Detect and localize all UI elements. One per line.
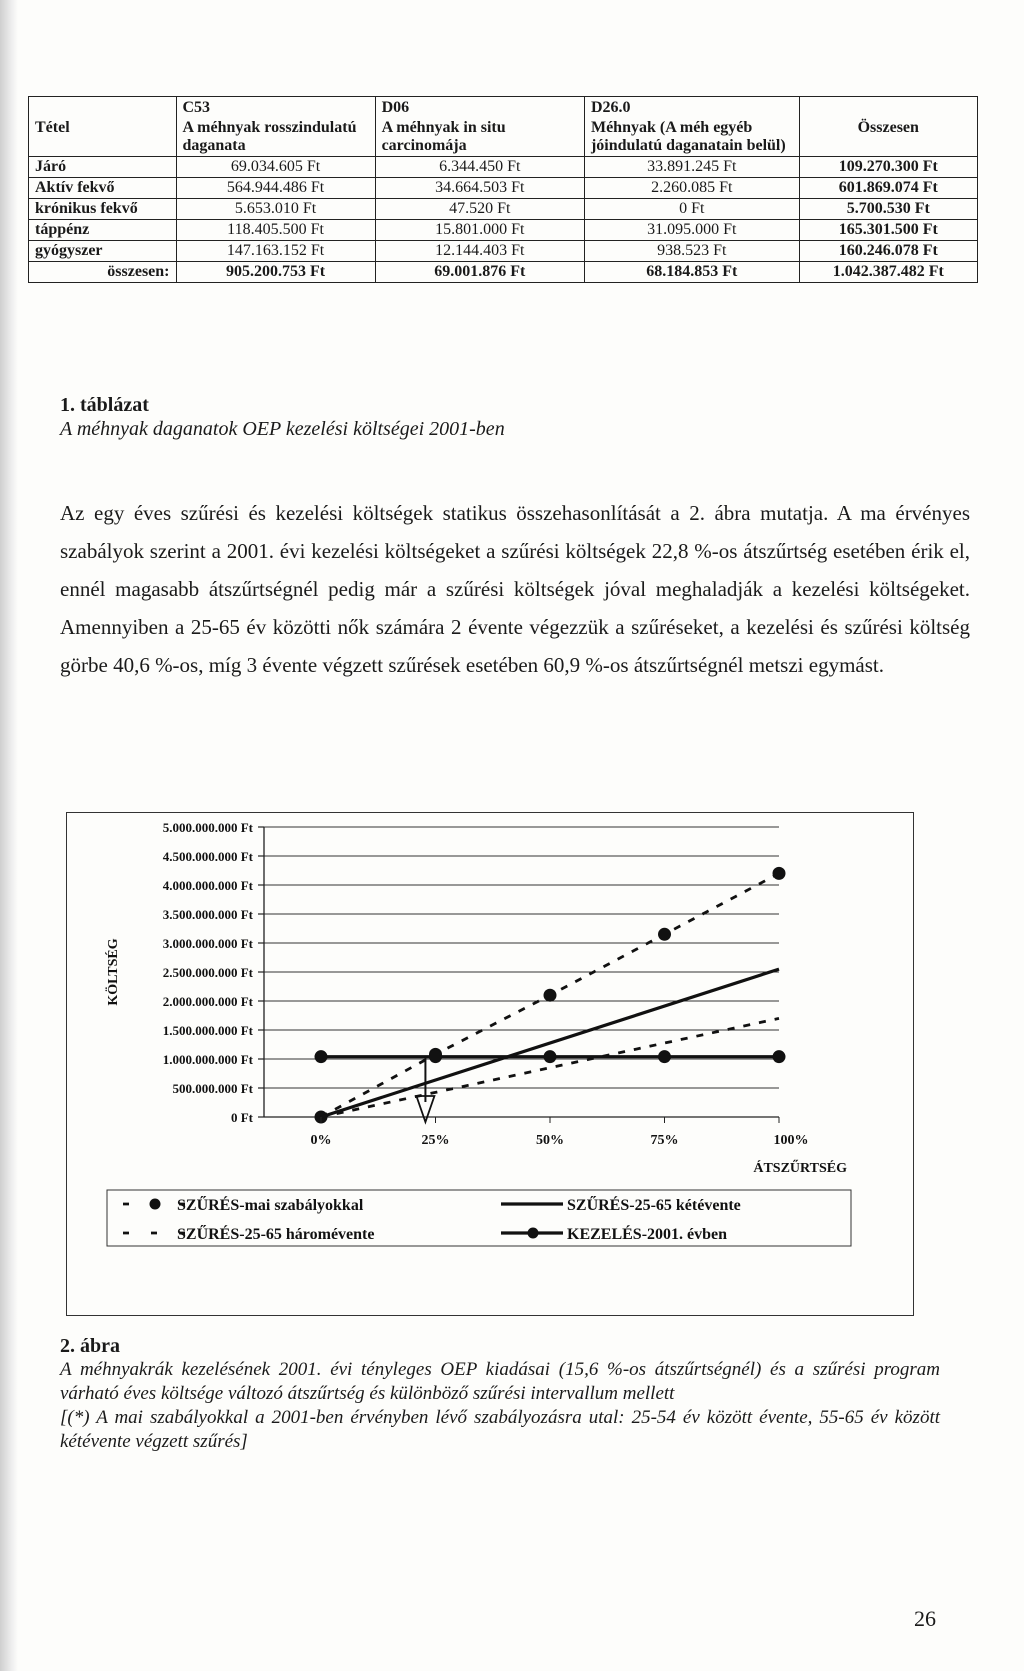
series-point <box>658 1050 671 1063</box>
y-tick-label: 3.500.000.000 Ft <box>162 907 253 922</box>
table-row <box>29 157 978 178</box>
row-total: 160.246.078 Ft <box>799 241 977 262</box>
table-cell: 0 Ft <box>584 199 799 220</box>
header-cell-2: A méhnyak in situ carcinomája <box>375 118 584 157</box>
series-layer <box>315 867 786 1124</box>
header-cell-3: Méhnyak (A méh egyéb jóindulatú daganatain belül) <box>584 118 799 157</box>
y-tick-label: 5.000.000.000 Ft <box>162 820 253 835</box>
table-cell: 47.520 Ft <box>375 199 584 220</box>
x-tick-label: 75% <box>650 1133 679 1148</box>
series-point <box>773 1050 786 1063</box>
table-cell: 2.260.085 Ft <box>584 178 799 199</box>
sum-label: összesen: <box>29 262 177 283</box>
series-line <box>321 1018 779 1117</box>
code-cell-4 <box>799 97 977 119</box>
table-cell: 147.163.152 Ft <box>176 241 375 262</box>
table-cell: 69.034.605 Ft <box>176 157 375 178</box>
figure-caption-note: [(*) A mai szabályokkal a 2001-ben érvényben lévő szabályozásra utal: 25-54 év között évente, 55-65 év között kétévente végzett szűrés] <box>60 1407 940 1452</box>
y-axis-label: KÖLTSÉG <box>106 938 121 1006</box>
legend-marker <box>528 1228 539 1239</box>
table-cell: 118.405.500 Ft <box>176 220 375 241</box>
table-cell: 31.095.000 Ft <box>584 220 799 241</box>
table-cell: 15.801.000 Ft <box>375 220 584 241</box>
figure-caption-title: A méhnyakrák kezelésének 2001. évi tényleges OEP kiadásai (15,6 %-os átszűrtségnél) és a szűrési program várható éves költsége változó átszűrtség és különböző szűrési intervallum mellett <box>60 1359 940 1404</box>
x-tick-labels <box>311 1117 809 1148</box>
y-tick-label: 3.000.000.000 Ft <box>162 936 253 951</box>
y-tick-label: 2.000.000.000 Ft <box>162 994 253 1009</box>
y-tick-labels <box>163 820 264 1125</box>
page-edge-shadow <box>0 0 18 1671</box>
row-label: krónikus fekvő <box>29 199 177 220</box>
x-tick-label: 100% <box>773 1133 809 1148</box>
y-tick-label: 2.500.000.000 Ft <box>162 965 253 980</box>
figure-box <box>66 812 914 1316</box>
table-cell: 564.944.486 Ft <box>176 178 375 199</box>
figure-caption <box>60 1334 940 1454</box>
figure-caption-number: 2. ábra <box>60 1335 120 1357</box>
legend-label: SZŰRÉS-mai szabályokkal <box>177 1197 364 1214</box>
sum-cell: 905.200.753 Ft <box>176 262 375 283</box>
row-label: gyógyszer <box>29 241 177 262</box>
table-row <box>29 199 978 220</box>
code-cell-2: D06 <box>375 97 584 119</box>
table-row <box>29 178 978 199</box>
legend-label: SZŰRÉS-25-65 kétévente <box>567 1197 741 1214</box>
legend-label: SZŰRÉS-25-65 háromévente <box>177 1226 375 1243</box>
table-code-row <box>29 97 978 119</box>
y-tick-label: 500.000.000 Ft <box>172 1081 253 1096</box>
table-cell: 34.664.503 Ft <box>375 178 584 199</box>
cost-chart <box>67 813 913 1315</box>
table-header-row <box>29 118 978 157</box>
y-tick-label: 1.000.000.000 Ft <box>162 1052 253 1067</box>
series-point <box>658 928 671 941</box>
series-point <box>429 1050 442 1063</box>
row-label: Járó <box>29 157 177 178</box>
header-cell-0: Tétel <box>29 118 177 157</box>
row-label: Aktív fekvő <box>29 178 177 199</box>
table-cell: 12.144.403 Ft <box>375 241 584 262</box>
legend-label: KEZELÉS-2001. évben <box>567 1226 728 1243</box>
y-tick-label: 1.500.000.000 Ft <box>162 1023 253 1038</box>
header-cell-4: Összesen <box>799 118 977 157</box>
series-point <box>544 1050 557 1063</box>
y-tick-label: 4.000.000.000 Ft <box>162 878 253 893</box>
table-row <box>29 241 978 262</box>
grid-lines <box>264 827 779 1088</box>
x-tick-label: 50% <box>536 1133 564 1148</box>
row-total: 5.700.530 Ft <box>799 199 977 220</box>
row-total: 601.869.074 Ft <box>799 178 977 199</box>
series-point <box>773 867 786 880</box>
legend <box>107 1190 851 1246</box>
x-tick-label: 25% <box>421 1133 450 1148</box>
paragraph-text: Az egy éves szűrési és kezelési költségek statikus összehasonlítását a 2. ábra mutatja. A ma érvényes szabályok szerint a 2001. évi kezelési költségeket a szűrési költségek 22,8 %-os átszűrtség esetében érik el, ennél magasabb átszűrtségnél pedig már a szűrési költségek jóval meghaladják a kezelési költségeket. Amennyiben a 25-65 év közötti nők számára 2 évente végezzük a szűréseket, a kezelési és szűrési költség görbe 40,6 %-os, míg 3 évente végzett szűrések esetében 60,9 %-os átszűrtségnél metszi egymást. <box>60 501 970 677</box>
table-cell: 33.891.245 Ft <box>584 157 799 178</box>
sum-cell: 69.001.876 Ft <box>375 262 584 283</box>
sum-total: 1.042.387.482 Ft <box>799 262 977 283</box>
y-tick-label: 4.500.000.000 Ft <box>162 849 253 864</box>
x-tick-label: 0% <box>310 1133 332 1148</box>
code-cell-0 <box>29 97 177 119</box>
series-point <box>315 1050 328 1063</box>
cost-table <box>28 96 978 283</box>
code-cell-3: D26.0 <box>584 97 799 119</box>
table-cell: 938.523 Ft <box>584 241 799 262</box>
table-row <box>29 220 978 241</box>
table-cell: 5.653.010 Ft <box>176 199 375 220</box>
sum-cell: 68.184.853 Ft <box>584 262 799 283</box>
legend-marker <box>150 1199 161 1210</box>
table-caption-number: 1. táblázat <box>60 394 149 416</box>
x-axis-label: ÁTSZŰRTSÉG <box>753 1161 847 1176</box>
table-cell: 6.344.450 Ft <box>375 157 584 178</box>
y-tick-label: 0 Ft <box>230 1110 253 1125</box>
page-number: 26 <box>914 1606 936 1631</box>
row-label: táppénz <box>29 220 177 241</box>
table-caption-title: A méhnyak daganatok OEP kezelési költségei 2001-ben <box>60 418 505 440</box>
header-cell-1: A méhnyak rosszindulatú daganata <box>176 118 375 157</box>
row-total: 109.270.300 Ft <box>799 157 977 178</box>
series-point <box>544 989 557 1002</box>
body-paragraph <box>60 494 970 684</box>
code-cell-1: C53 <box>176 97 375 119</box>
table-sum-row <box>29 262 978 283</box>
row-total: 165.301.500 Ft <box>799 220 977 241</box>
